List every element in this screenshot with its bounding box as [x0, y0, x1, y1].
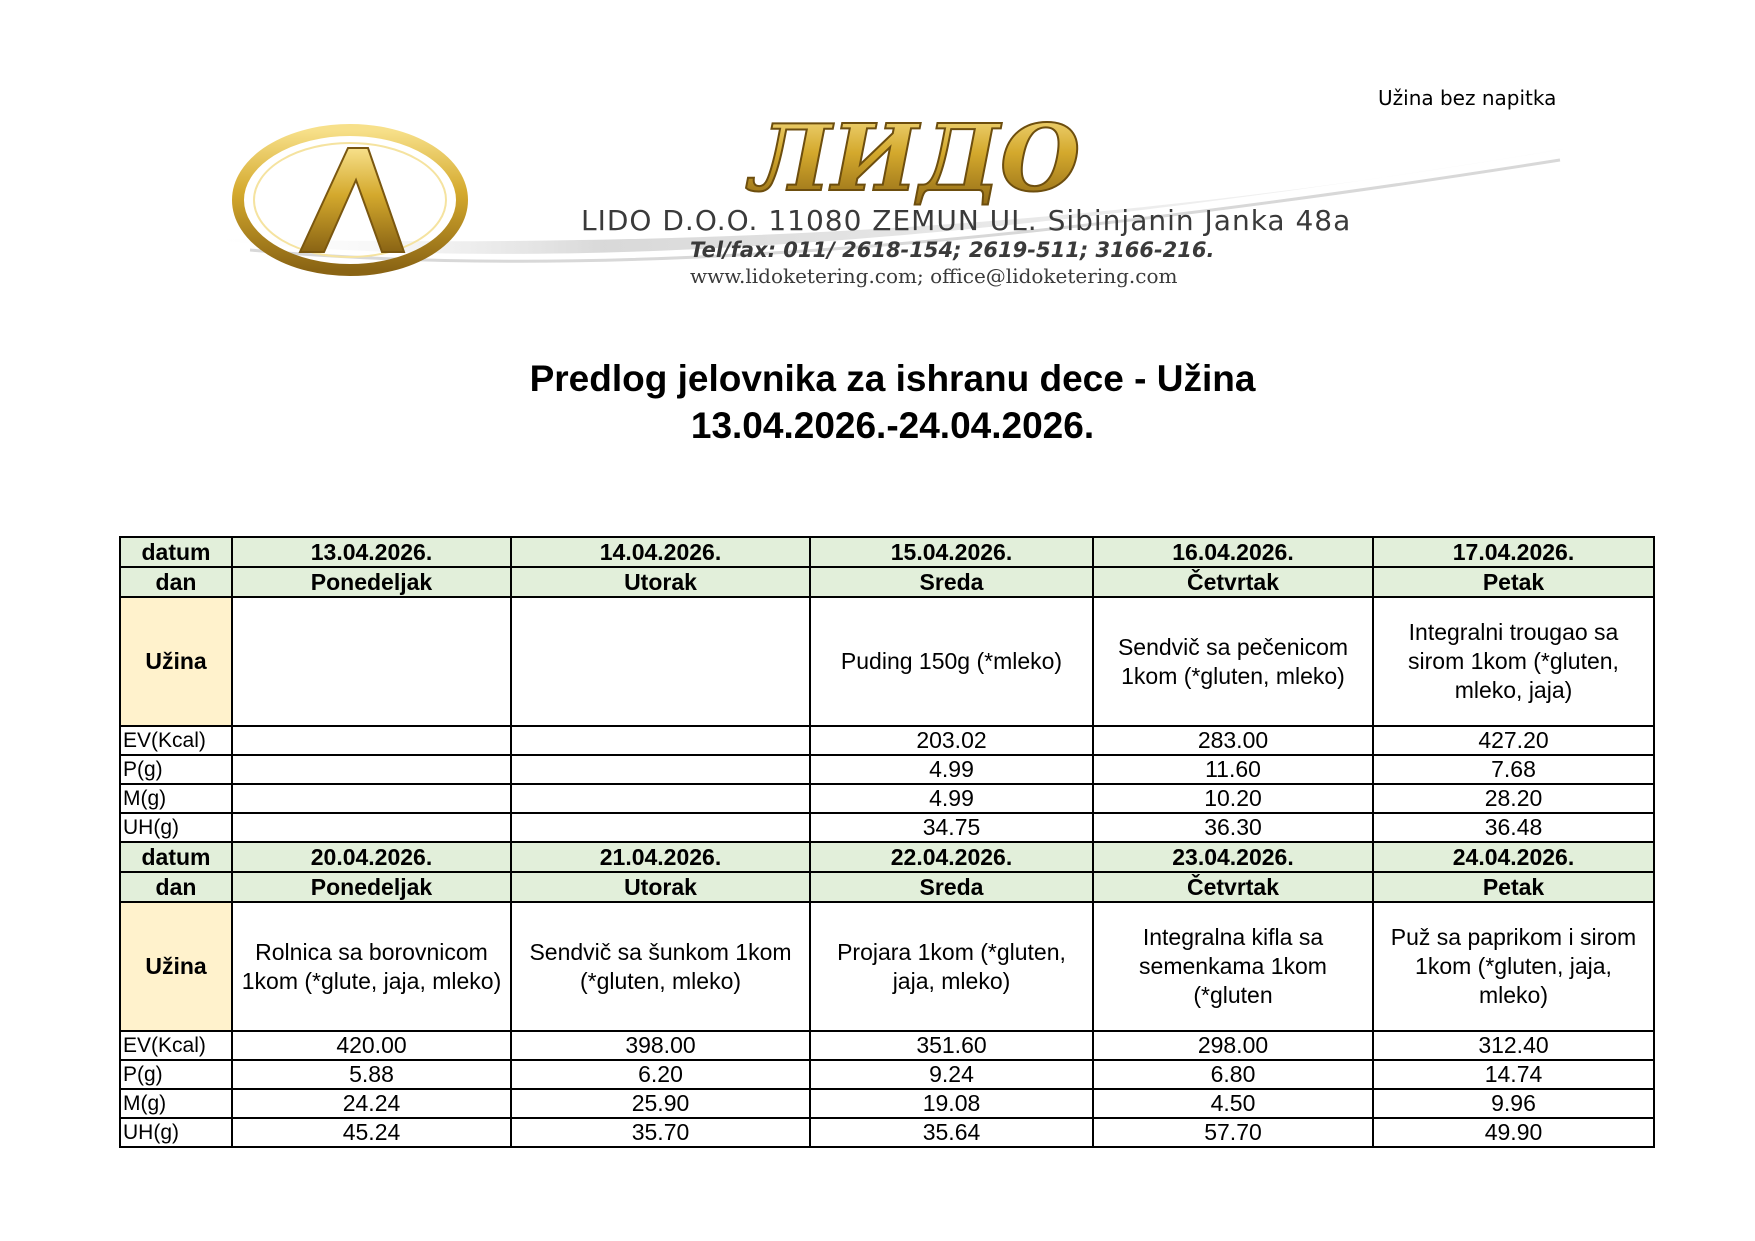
cell-protein: 14.74: [1373, 1060, 1654, 1089]
cell-day: Sreda: [810, 567, 1093, 597]
row-label-carbs: UH(g): [120, 813, 232, 842]
cell-carbs: 36.30: [1093, 813, 1373, 842]
cell-protein: 11.60: [1093, 755, 1373, 784]
company-phone: Tel/fax: 011/ 2618-154; 2619-511; 3166-216.: [690, 238, 1215, 262]
row-carbs: [120, 1118, 1654, 1147]
cell-date: 24.04.2026.: [1373, 842, 1654, 872]
cell-day: Sreda: [810, 872, 1093, 902]
cell-date: 20.04.2026.: [232, 842, 511, 872]
cell-meal: Integralni trougao sa sirom 1kom (*gluten, mleko, jaja): [1373, 597, 1654, 726]
cell-fat: [232, 784, 511, 813]
cell-carbs: 36.48: [1373, 813, 1654, 842]
row-carbs: [120, 813, 1654, 842]
cell-fat: 19.08: [810, 1089, 1093, 1118]
cell-fat: 28.20: [1373, 784, 1654, 813]
cell-ev: 420.00: [232, 1031, 511, 1060]
cell-meal: [232, 597, 511, 726]
row-ev: [120, 1031, 1654, 1060]
row-fat: [120, 784, 1654, 813]
top-note: Užina bez napitka: [1378, 86, 1557, 110]
row-meal: [120, 597, 1654, 726]
document-period: 13.04.2026.-24.04.2026.: [690, 405, 1095, 446]
cell-day: Četvrtak: [1093, 567, 1373, 597]
cell-meal: Sendvič sa šunkom 1kom (*gluten, mleko): [511, 902, 810, 1031]
cell-protein: 7.68: [1373, 755, 1654, 784]
row-label-meal: Užina: [120, 597, 232, 726]
cell-carbs: 57.70: [1093, 1118, 1373, 1147]
row-label-ev: EV(Kcal): [120, 726, 232, 755]
cell-ev: 298.00: [1093, 1031, 1373, 1060]
cell-protein: [511, 755, 810, 784]
cell-ev: [232, 726, 511, 755]
row-day: [120, 872, 1654, 902]
row-label-date: datum: [120, 842, 232, 872]
company-web: www.lidoketering.com; office@lidoketering.com: [690, 264, 1178, 288]
row-label-ev: EV(Kcal): [120, 1031, 232, 1060]
menu-table: [119, 536, 1655, 1148]
cell-protein: 4.99: [810, 755, 1093, 784]
cell-protein: 6.20: [511, 1060, 810, 1089]
cell-day: Ponedeljak: [232, 567, 511, 597]
cell-protein: [232, 755, 511, 784]
row-protein: [120, 1060, 1654, 1089]
row-ev: [120, 726, 1654, 755]
cell-day: Utorak: [511, 872, 810, 902]
cell-ev: 398.00: [511, 1031, 810, 1060]
cell-date: 16.04.2026.: [1093, 537, 1373, 567]
cell-fat: 9.96: [1373, 1089, 1654, 1118]
row-date: [120, 842, 1654, 872]
row-label-protein: P(g): [120, 1060, 232, 1089]
cell-ev: 351.60: [810, 1031, 1093, 1060]
cell-ev: 283.00: [1093, 726, 1373, 755]
row-label-fat: M(g): [120, 784, 232, 813]
cell-protein: 9.24: [810, 1060, 1093, 1089]
cell-meal: Sendvič sa pečenicom 1kom (*gluten, mleko): [1093, 597, 1373, 726]
cell-meal: [511, 597, 810, 726]
company-logo: [190, 120, 1590, 300]
cell-meal: Integralna kifla sa semenkama 1kom (*gluten: [1093, 902, 1373, 1031]
cell-ev: 312.40: [1373, 1031, 1654, 1060]
cell-meal: Rolnica sa borovnicom 1kom (*glute, jaja, mleko): [232, 902, 511, 1031]
cell-fat: [511, 784, 810, 813]
cell-carbs: 35.64: [810, 1118, 1093, 1147]
cell-fat: 24.24: [232, 1089, 511, 1118]
row-day: [120, 567, 1654, 597]
cell-fat: 4.50: [1093, 1089, 1373, 1118]
cell-day: Petak: [1373, 872, 1654, 902]
cell-meal: Puž sa paprikom i sirom 1kom (*gluten, jaja, mleko): [1373, 902, 1654, 1031]
row-label-day: dan: [120, 567, 232, 597]
document-title: Predlog jelovnika za ishranu dece - Užina: [529, 358, 1256, 399]
cell-carbs: [511, 813, 810, 842]
row-label-protein: P(g): [120, 755, 232, 784]
cell-fat: 10.20: [1093, 784, 1373, 813]
row-label-day: dan: [120, 872, 232, 902]
cell-protein: 6.80: [1093, 1060, 1373, 1089]
row-protein: [120, 755, 1654, 784]
logo-wordmark: ЛИДО: [750, 120, 1081, 212]
company-address: LIDO D.O.O. 11080 ZEMUN UL. Sibinjanin Janka 48a: [581, 204, 1352, 237]
cell-ev: 203.02: [810, 726, 1093, 755]
row-label-fat: M(g): [120, 1089, 232, 1118]
cell-date: 13.04.2026.: [232, 537, 511, 567]
cell-date: 14.04.2026.: [511, 537, 810, 567]
row-fat: [120, 1089, 1654, 1118]
cell-carbs: 49.90: [1373, 1118, 1654, 1147]
cell-day: Ponedeljak: [232, 872, 511, 902]
cell-date: 23.04.2026.: [1093, 842, 1373, 872]
cell-fat: 4.99: [810, 784, 1093, 813]
cell-date: 17.04.2026.: [1373, 537, 1654, 567]
row-label-carbs: UH(g): [120, 1118, 232, 1147]
cell-ev: [511, 726, 810, 755]
cell-date: 15.04.2026.: [810, 537, 1093, 567]
cell-ev: 427.20: [1373, 726, 1654, 755]
cell-date: 22.04.2026.: [810, 842, 1093, 872]
cell-carbs: [232, 813, 511, 842]
row-label-date: datum: [120, 537, 232, 567]
cell-date: 21.04.2026.: [511, 842, 810, 872]
cell-carbs: 45.24: [232, 1118, 511, 1147]
cell-fat: 25.90: [511, 1089, 810, 1118]
cell-meal: Puding 150g (*mleko): [810, 597, 1093, 726]
row-date: [120, 537, 1654, 567]
cell-carbs: 35.70: [511, 1118, 810, 1147]
cell-day: Utorak: [511, 567, 810, 597]
cell-protein: 5.88: [232, 1060, 511, 1089]
cell-day: Petak: [1373, 567, 1654, 597]
cell-meal: Projara 1kom (*gluten, jaja, mleko): [810, 902, 1093, 1031]
row-label-meal: Užina: [120, 902, 232, 1031]
cell-carbs: 34.75: [810, 813, 1093, 842]
row-meal: [120, 902, 1654, 1031]
cell-day: Četvrtak: [1093, 872, 1373, 902]
